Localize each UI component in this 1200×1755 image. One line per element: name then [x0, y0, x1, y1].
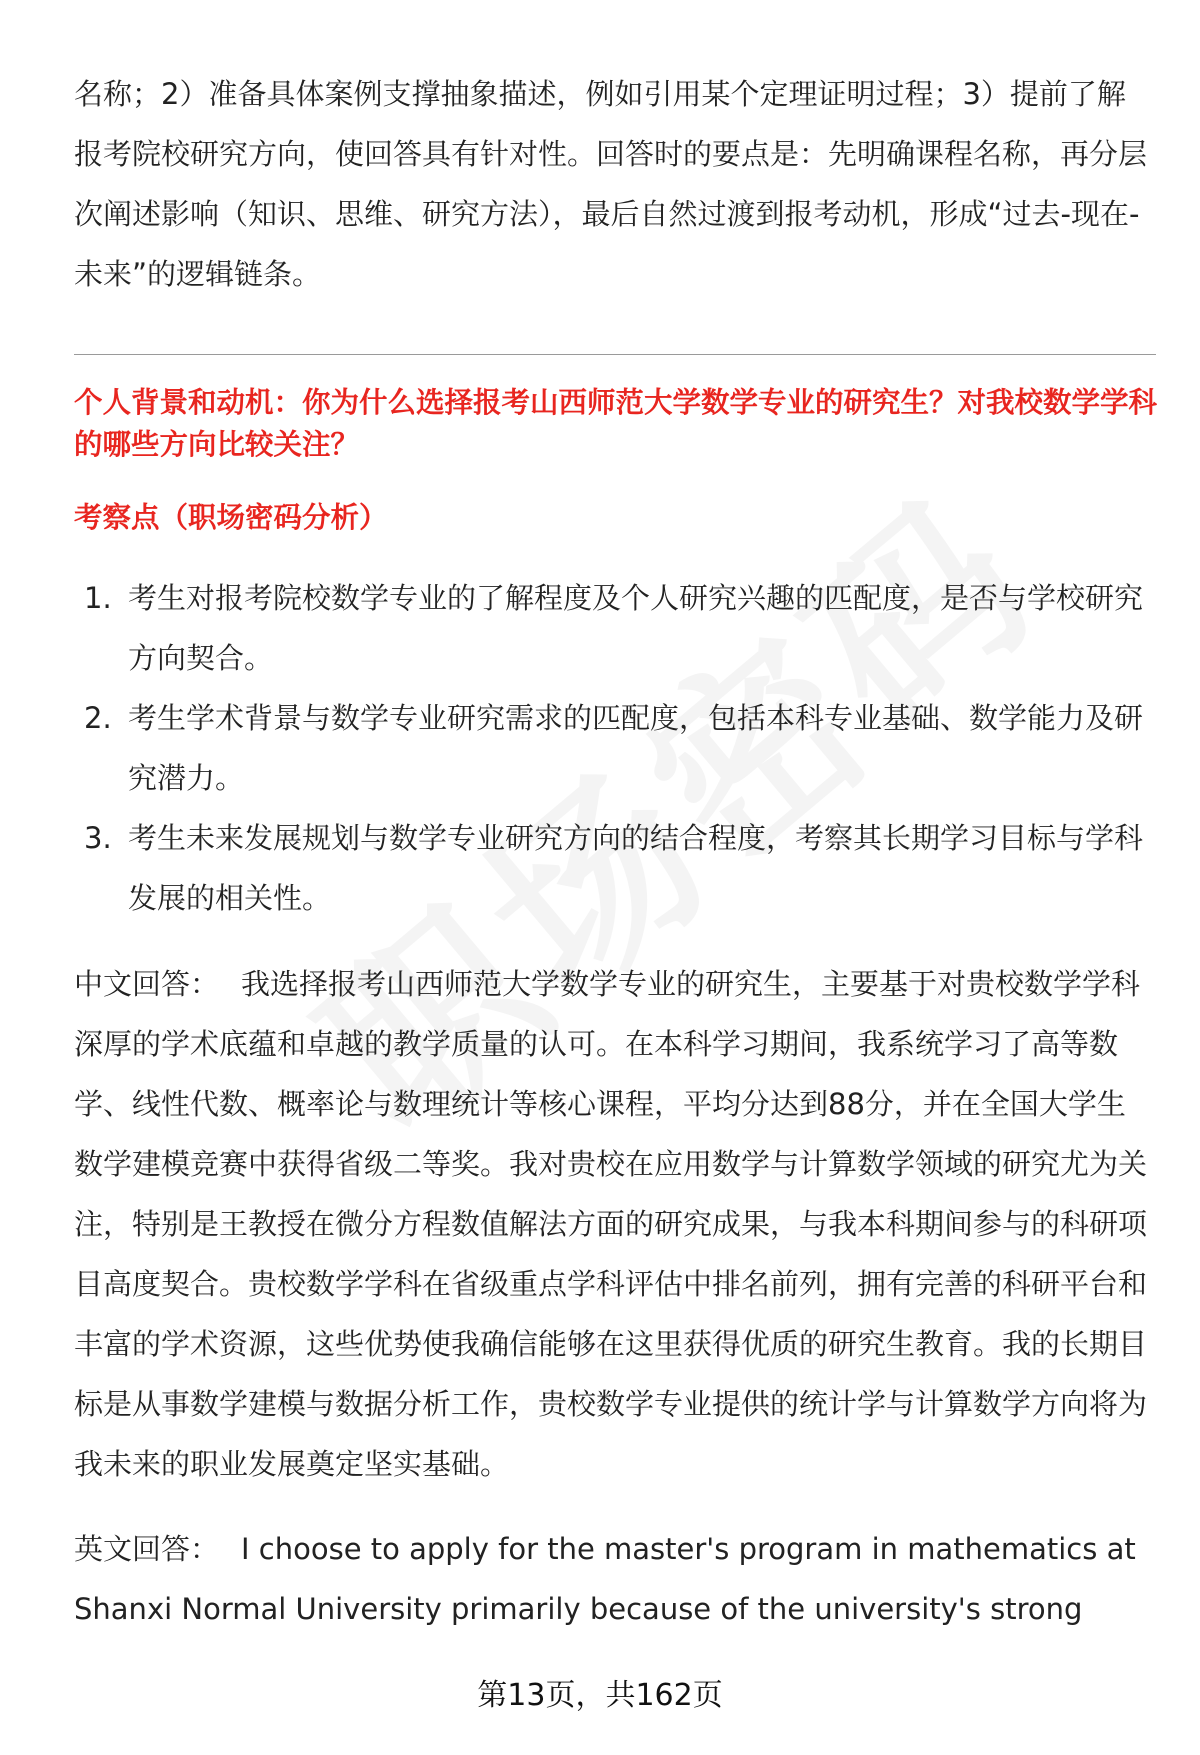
list-item-text: 考生学术背景与数学专业研究需求的匹配度，包括本科专业基础、数学能力及研究潜力。 [128, 701, 1144, 795]
intro-paragraph: 名称；2）准备具体案例支撑抽象描述，例如引用某个定理证明过程；3）提前了解报考院校研究方向，使回答具有针对性。回答时的要点是：先明确课程名称，再分层次阐述影响（知识、思维、研究方法），最后自然过渡到报考动机，形成“过去-现在-未来”的逻辑链条。 [74, 77, 1148, 291]
page-number-footer: 第13页，共162页 [477, 1678, 723, 1713]
chinese-answer-text: 我选择报考山西师范大学数学专业的研究生，主要基于对贵校数学学科深厚的学术底蕴和卓越的教学质量的认可。在本科学习期间，我系统学习了高等数学、线性代数、概率论与数理统计等核心课程，平均分达到88分，并在全国大学生数学建模竞赛中获得省级二等奖。我对贵校在应用数学与计算数学领域的研究尤为关注，特别是王教授在微分方程数值解法方面的研究成果，与我本科期间参与的科研项目高度契合。贵校数学学科在省级重点学科评估中排名前列，拥有完善的科研平台和丰富的学术资源，这些优势使我确信能够在这里获得优质的研究生教育。我的长期目标是从事数学建模与数据分析工作，贵校数学专业提供的统计学与计算数学方向将为我未来的职业发展奠定坚实基础。 [74, 967, 1148, 1481]
chinese-answer-label: 中文回答： [74, 967, 220, 1001]
analysis-subheading: 考察点（职场密码分析） [74, 501, 388, 534]
english-answer-paragraph [74, 1519, 1154, 1639]
question-heading: 个人背景和动机：你为什么选择报考山西师范大学数学专业的研究生？对我校数学学科的哪些方向比较关注？ [74, 386, 1158, 461]
analysis-points-list [74, 568, 1154, 928]
list-item-number: 3. [84, 821, 112, 855]
chinese-answer-paragraph [74, 954, 1154, 1494]
list-item-text: 考生未来发展规划与数学专业研究方向的结合程度，考察其长期学习目标与学科发展的相关性。 [128, 821, 1144, 915]
list-item-number: 2. [84, 701, 112, 735]
section-divider [74, 354, 1156, 355]
list-item [74, 808, 1154, 928]
list-item-text: 考生对报考院校数学专业的了解程度及个人研究兴趣的匹配度，是否与学校研究方向契合。 [128, 581, 1144, 675]
english-answer-label: 英文回答： [74, 1532, 220, 1566]
list-item [74, 568, 1154, 688]
list-item [74, 688, 1154, 808]
english-answer-text: I choose to apply for the master's program in mathematics at Shanxi Normal University primarily because of the university's strong [74, 1532, 1136, 1626]
list-item-number: 1. [84, 581, 112, 615]
